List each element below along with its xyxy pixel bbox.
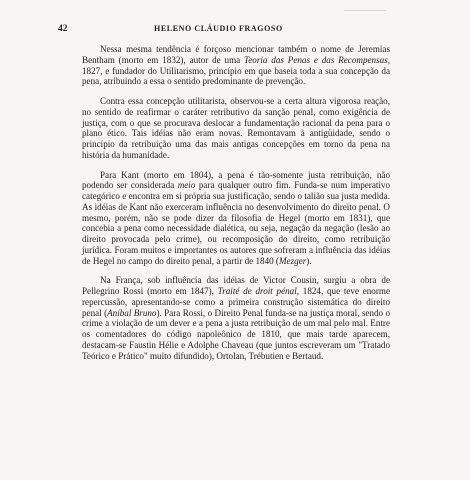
- text-run: ). Para Rossi, o Direito Penal funda-se na justiça moral, sendo o crime a violação de um dever e a pena a justa retribuição de um mal pelo mal. Entre os comentadores do código napoleônico de 1810, que mais tarde aparecem, destacam-se Faustin Hélie e Adolphe Chaveau (que juntos escreveram um "Tratado Teórico e Prático" muito difundido), Ortolan, Trébutien e Bertaud.: [82, 307, 391, 361]
- italic-citation: Teoria das Penas e das Recompensas: [244, 54, 388, 65]
- text-run: Contra essa concepção utilitarista, observou-se a certa altura vigorosa reação, no sentido de reafirmar o caráter retributivo da sanção penal, como exigência de justiça, com o que se procurava deslocar a fundamentação racional da pena para o plano ético. Tais idéias não eram novas. Remontavam à antigüidade, sendo o princípio da retribuição uma das mais antigas concepções em torno da pena na história da humanidade.: [82, 96, 390, 160]
- text-run: Para Kant (morto em 1804), a pena é tão-somente justa retribuição, não podendo ser considerada: [82, 169, 390, 191]
- text-run: , 1824, que teve enorme repercussão, apresentando-se como a primeira construção sistemática do direito penal (: [82, 286, 390, 318]
- body-text: [82, 44, 390, 361]
- paragraph-retributive-reaction: [82, 96, 390, 161]
- italic-citation: Mezger: [278, 255, 307, 266]
- page-number: 42: [58, 24, 68, 34]
- italic-citation: meio: [177, 180, 196, 191]
- text-run: ).: [306, 255, 312, 266]
- paragraph-kant-hegel: [82, 170, 390, 267]
- text-run: Na França, sob influência das idéias de Victor Cousin, surgiu a obra de Pellegrino Rossi (morto em 1847),: [82, 275, 390, 296]
- paragraph-france-rossi: [82, 275, 390, 361]
- italic-citation: Traité de droit pénal: [217, 286, 297, 296]
- text-run: Nessa mesma tendência é forçoso mencionar também o nome de Jeremias Bentham (morto em 1832), autor de uma: [82, 44, 390, 65]
- paragraph-bentham: [82, 44, 390, 87]
- page-header: [58, 24, 400, 38]
- running-head: HELENO CLÁUDIO FRAGOSO: [154, 24, 283, 33]
- text-run: para qualquer outro fim. Funda-se num imperativo categórico e encontra em si própria sua justificação, sendo o talião sua justa medida. As idéias de Kant não exerceram influência no desenvolvimento do direito penal. O mesmo, porém, não se pode dizer da filosofia de Hegel (morto em 1831), que concebia a pena como necessidade dialética, ou seja, negação da negação (lesão ao direito provocada pelo crime), ou recomposição do direito, como retribuição jurídica. Foram muitos e importantes os autores que sofreram a influência das idéias de Hegel no campo do direito penal, a partir de 1840 (: [82, 180, 390, 266]
- text-run: , 1827, e fundador do Utilitarismo, princípio em que baseia toda a sua concepção da pena, atribuindo a essa o sentido predominante de prevenção.: [82, 54, 390, 87]
- scan-artifact: [344, 10, 386, 15]
- italic-citation: Aníbal Bruno: [107, 307, 157, 318]
